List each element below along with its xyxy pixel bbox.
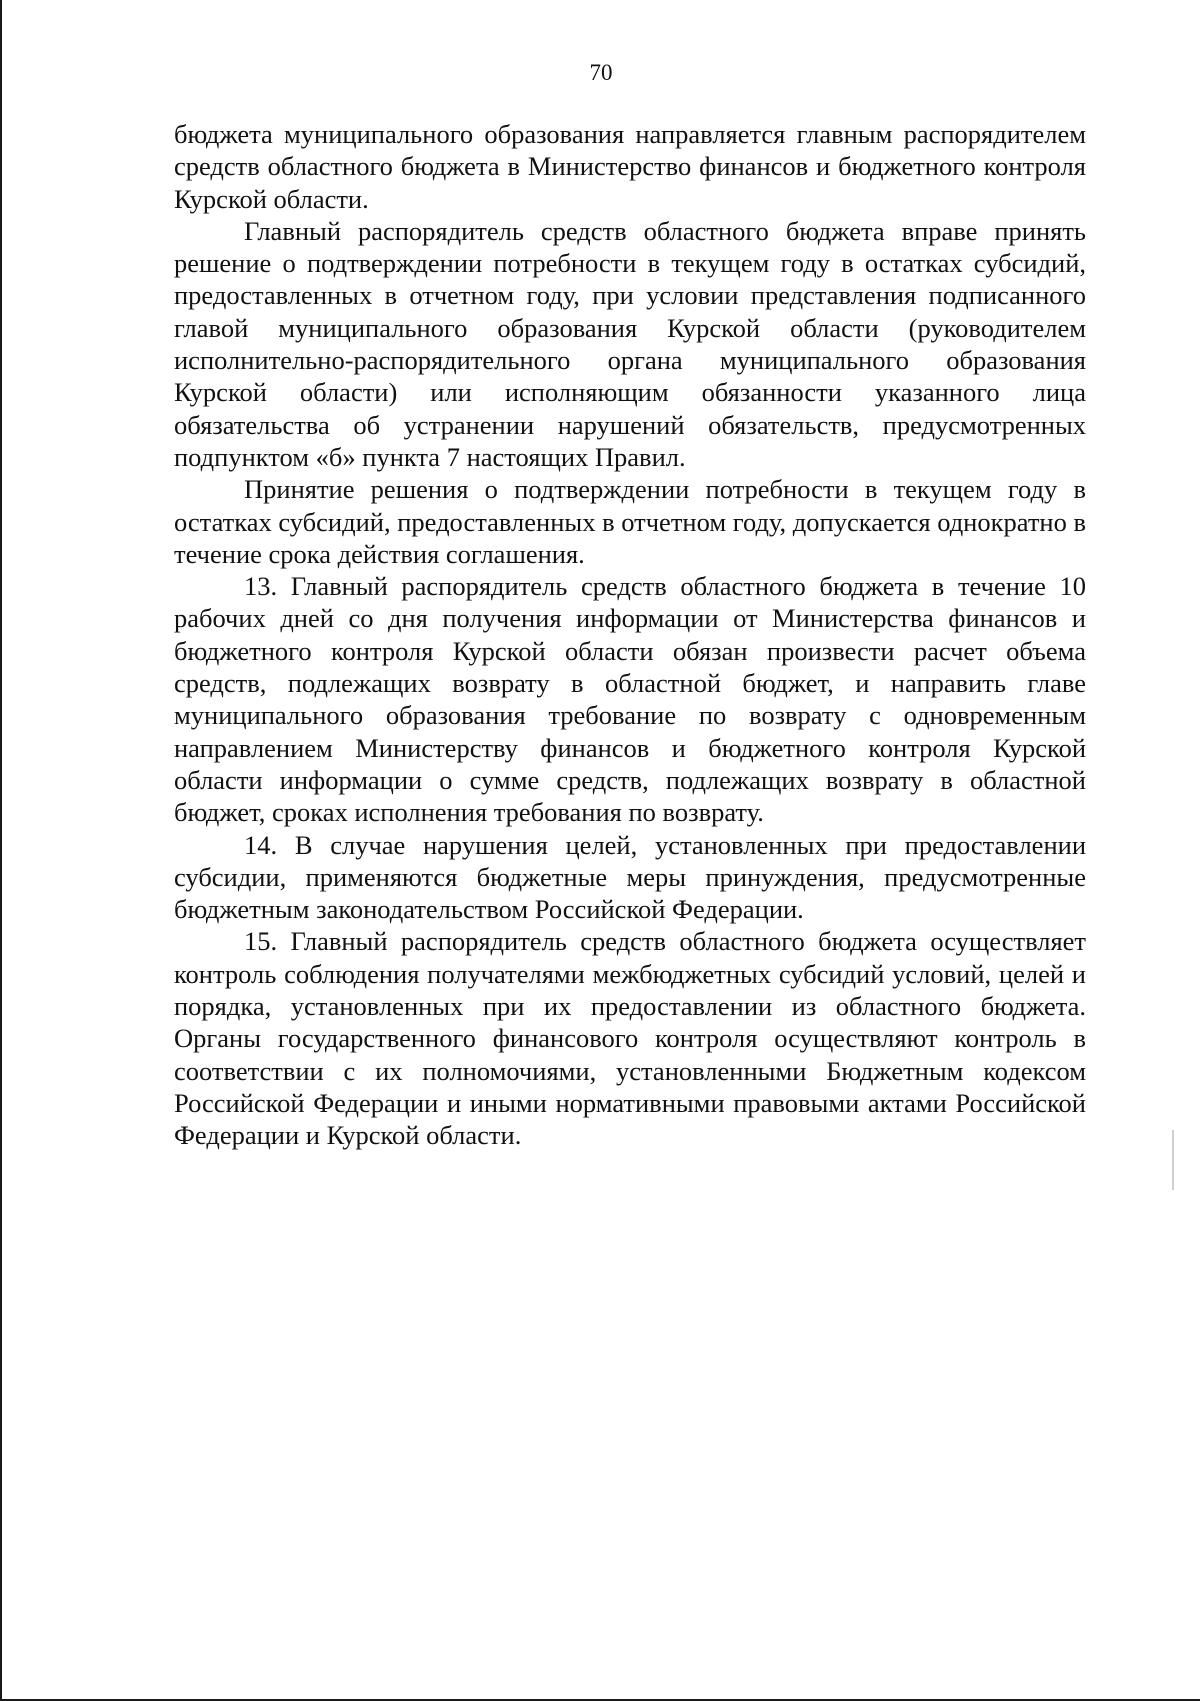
document-body xyxy=(174,118,1086,1152)
paragraph-continuation: бюджета муниципального образования направляется главным распорядителем средств областного бюджета в Министерство финансов и бюджетного контроля Курской области. xyxy=(174,119,1086,214)
scan-edge-mark xyxy=(1172,1130,1174,1190)
paragraph-decision-on-remaining-subsidies: Главный распорядитель средств областного бюджета вправе принять решение о подтверждении потребности в текущем году в остатках субсидий, предоставленных в отчетном году, при условии представления подписанного главой муниципального образования Курской области (руководителем исполнительно-распорядительного органа муниципального образования Курской области) или исполняющим обязанности указанного лица обязательства об устранении нарушений обязательств, предусмотренных подпунктом «б» пункта 7 настоящих Правил. xyxy=(174,215,1086,472)
paragraph-item-13: 13. Главный распорядитель средств областного бюджета в течение 10 рабочих дней со дня получения информации от Министерства финансов и бюджетного контроля Курской области обязан произвести расчет объема средств, подлежащих возврату в областной бюджет, и направить главе муниципального образования требование по возврату с одновременным направлением Министерству финансов и бюджетного контроля Курской области информации о сумме средств, подлежащих возврату в областной бюджет, сроках исполнения требования по возврату. xyxy=(174,571,1086,828)
paragraph-one-time-decision: Принятие решения о подтверждении потребности в текущем году в остатках субсидий, предоставленных в отчетном году, допускается однократно в течение срока действия соглашения. xyxy=(174,474,1086,569)
paragraph-item-14: 14. В случае нарушения целей, установленных при предоставлении субсидии, применяются бюджетные меры принуждения, предусмотренные бюджетным законодательством Российской Федерации. xyxy=(174,829,1086,925)
page-number: 70 xyxy=(589,60,613,85)
paragraph-item-15: 15. Главный распорядитель средств областного бюджета осуществляет контроль соблюдения получателями межбюджетных субсидий условий, целей и порядка, установленных при их предоставлении из областного бюджета. Органы государственного финансового контроля осуществляют контроль в соответствии с их полномочиями, установленными Бюджетным кодексом Российской Федерации и иными нормативными правовыми актами Российской Федерации и Курской области. xyxy=(174,926,1086,1151)
